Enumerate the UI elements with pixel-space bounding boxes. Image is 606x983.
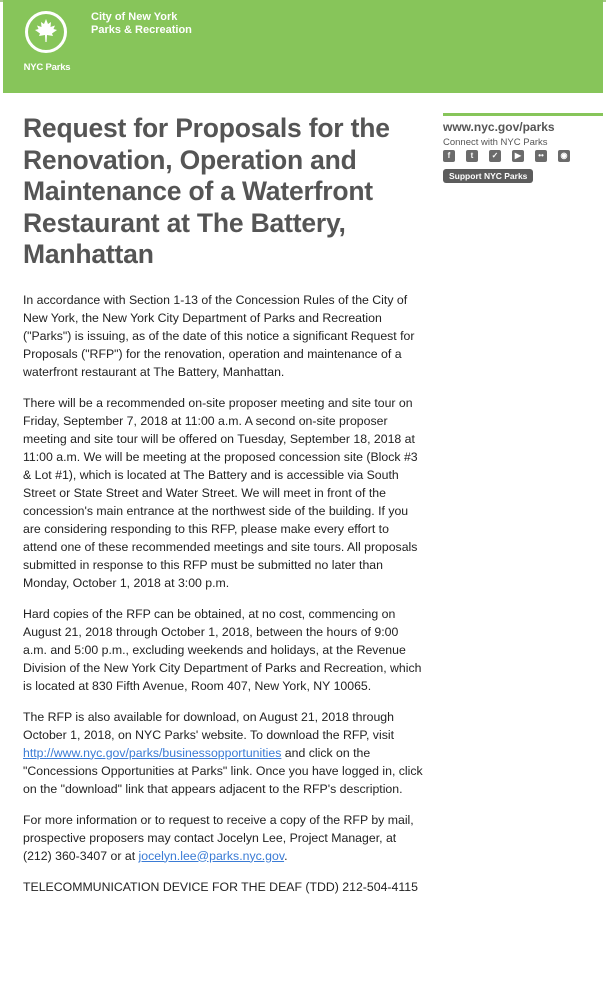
- social-icons: [443, 150, 603, 164]
- download-text-before: The RFP is also available for download, on August 21, 2018 through October 1, 2018, on NYC Parks' website. To download the RFP, visit: [23, 709, 394, 742]
- download-text-after: and click on the "Concessions Opportunities at Parks" link. Once you have logged in, click on the "download" link that appears adjacent to the RFP's description.: [23, 745, 423, 796]
- paragraph-intro: In accordance with Section 1-13 of the Concession Rules of the City of New York, the New York City Department of Parks and Recreation ("Parks") is issuing, as of the date of this notice a significant Request for Proposals ("RFP") for the renovation, operation and maintenance of a waterfront restaurant at The Battery, Manhattan.: [23, 292, 415, 379]
- paragraph-download: [23, 708, 423, 798]
- twitter-icon[interactable]: t: [466, 150, 478, 162]
- logo-text: NYC Parks: [23, 62, 71, 73]
- nyc-parks-logo[interactable]: [25, 11, 69, 77]
- header-banner: [3, 0, 603, 93]
- sidebar-divider: [443, 113, 603, 116]
- contact-text-after: .: [284, 848, 288, 863]
- email-link[interactable]: jocelyn.lee@parks.nyc.gov: [138, 848, 285, 863]
- maple-leaf-icon: [32, 17, 60, 45]
- checkin-icon[interactable]: ✓: [489, 150, 501, 162]
- paragraph-tdd: TELECOMMUNICATION DEVICE FOR THE DEAF (TDD) 212-504-4115: [23, 879, 418, 894]
- sidebar: [443, 113, 603, 184]
- paragraph-hard-copies: Hard copies of the RFP can be obtained, at no cost, commencing on August 21, 2018 through October 1, 2018, between the hours of 9:00 a.m. and 5:00 p.m., excluding weekends and holidays, at the Revenue Division of the New York City Department of Parks and Recreation, which is located at 830 Fifth Avenue, Room 407, New York, NY 10065.: [23, 606, 422, 693]
- business-opportunities-link[interactable]: http://www.nyc.gov/parks/businessopportunities: [23, 745, 282, 760]
- facebook-icon[interactable]: f: [443, 150, 455, 162]
- support-nyc-parks-button[interactable]: Support NYC Parks: [443, 169, 533, 183]
- agency-line-2: Parks & Recreation: [91, 24, 192, 36]
- youtube-icon[interactable]: ▶: [512, 150, 524, 162]
- instagram-icon[interactable]: ◉: [558, 150, 570, 162]
- agency-name: [91, 11, 192, 37]
- flickr-icon[interactable]: ••: [535, 150, 547, 162]
- connect-label: Connect with NYC Parks: [443, 137, 548, 148]
- contact-text-before: For more information or to request to receive a copy of the RFP by mail, prospective proposers may contact Jocelyn Lee, Project Manager, at (212) 360-3407 or at: [23, 812, 414, 863]
- site-url-link[interactable]: www.nyc.gov/parks: [443, 120, 555, 134]
- main-content: [23, 113, 423, 909]
- page-title: Request for Proposals for the Renovation, Operation and Maintenance of a Waterfront Restaurant at The Battery, Manhattan: [23, 113, 390, 269]
- agency-line-1: City of New York: [91, 11, 178, 23]
- paragraph-site-tour: There will be a recommended on-site proposer meeting and site tour on Friday, September 7, 2018 at 11:00 a.m. A second on-site proposer meeting and site tour will be offered on Tuesday, September 18, 2018 at 11:00 a.m. We will be meeting at the proposed concession site (Block #3 & Lot #1), which is located at The Battery and is accessible via South Street or State Street and Water Street. We will meet in front of the concession's main entrance at the northwest side of the building. If you are considering responding to this RFP, please make every effort to attend one of these recommended meetings and site tours. All proposals submitted in response to this RFP must be submitted no later than Monday, October 1, 2018 at 3:00 p.m.: [23, 395, 418, 590]
- paragraph-contact: [23, 811, 423, 865]
